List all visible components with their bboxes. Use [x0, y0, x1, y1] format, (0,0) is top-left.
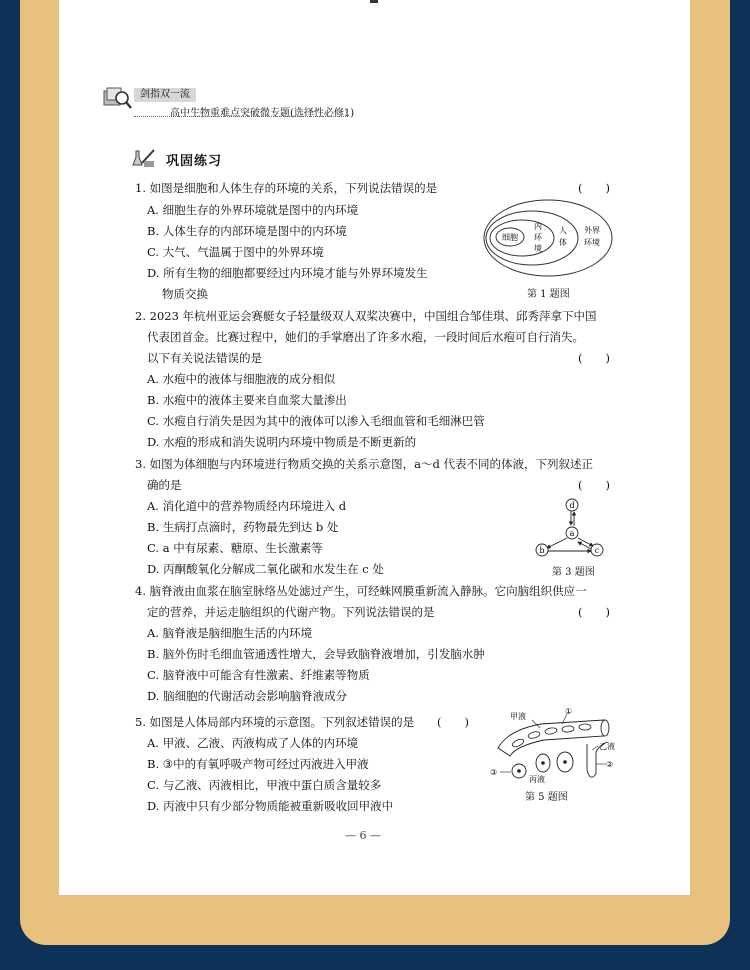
q5-figure-caption: 第 5 题图: [525, 792, 568, 803]
q3-stem-line-1: 3. 如图为体细胞与内环境进行物质交换的关系示意图，a～d 代表不同的体液，下列叙述正: [135, 457, 593, 471]
q3-fig-node-b: b: [539, 546, 545, 555]
q1-fig-inner-3: 境: [534, 244, 542, 253]
q1-fig-inner-1: 内: [534, 222, 542, 231]
q2-stem-line-1: 2. 2023 年杭州亚运会赛艇女子轻量级双人双桨决赛中，中国组合邹佳琪、邱秀萍拿下中国: [135, 309, 597, 323]
q2-answer-paren: ( ): [578, 351, 610, 365]
q1-fig-body-1: 人: [559, 226, 567, 235]
q5-option-b: B. ③中的有氧呼吸产物可经过丙液进入甲液: [147, 757, 369, 771]
q2-option-b: B. 水疱中的液体主要来自血浆大量渗出: [147, 393, 347, 407]
header-tag: 剑指双一流: [134, 88, 196, 102]
q1-stem: 1. 如图是细胞和人体生存的环境的关系，下列说法错误的是: [135, 181, 438, 195]
page-top-mark: [370, 0, 378, 3]
page-number: — 6 —: [345, 829, 381, 842]
q5-fig-yi: 乙液: [599, 742, 615, 751]
q2-stem-line-2: 代表团首金。比赛过程中，她们的手掌磨出了许多水疱，一段时间后水疱可自行消失。: [147, 330, 584, 344]
q3-fig-node-c: c: [594, 546, 600, 555]
q5-fig-bing: 丙液: [529, 775, 545, 784]
q2-option-c: C. 水疱自行消失是因为其中的液体可以渗入毛细血管和毛细淋巴管: [147, 414, 485, 428]
q5-fig-n3: ③: [490, 768, 498, 777]
q1-option-b: B. 人体生存的内部环境是图中的内环境: [147, 224, 347, 238]
q4-answer-paren: ( ): [578, 605, 610, 619]
q4-option-c: C. 脑脊液中可能含有性激素、纤维素等物质: [147, 668, 370, 682]
q3-option-a: A. 消化道中的营养物质经内环境进入 d: [147, 499, 347, 513]
q5-fig-n1: ①: [565, 707, 573, 716]
q3-stem-line-2: 确的是: [147, 478, 182, 492]
q1-figure-caption: 第 1 题图: [527, 289, 570, 300]
q1-fig-outer-1: 外界: [584, 226, 600, 235]
q1-figure: [482, 198, 617, 278]
q3-figure-caption: 第 3 题图: [552, 567, 595, 578]
q2-option-d: D. 水疱的形成和消失说明内环境中物质是不断更新的: [147, 435, 417, 449]
q5-option-c: C. 与乙液、丙液相比，甲液中蛋白质含量较多: [147, 778, 382, 792]
q5-option-d: D. 丙液中只有少部分物质能被重新吸收回甲液中: [147, 799, 394, 813]
q3-option-d: D. 丙酮酸氧化分解成二氧化碳和水发生在 c 处: [147, 562, 384, 576]
q1-option-c: C. 大气、气温属于图中的外界环境: [147, 245, 324, 259]
q3-figure: [530, 496, 610, 562]
q1-fig-outer-2: 环境: [584, 238, 600, 247]
q4-option-d: D. 脑细胞的代谢活动会影响脑脊液成分: [147, 689, 348, 703]
q3-option-b: B. 生病打点滴时，药物最先到达 b 处: [147, 520, 339, 534]
q5-fig-n2: ②: [606, 760, 614, 769]
q3-answer-paren: ( ): [578, 478, 610, 492]
q5-option-a: A. 甲液、乙液、丙液构成了人体的内环境: [147, 736, 359, 750]
q4-option-b: B. 脑外伤时毛细血管通透性增大，会导致脑脊液增加，引发脑水肿: [147, 647, 485, 661]
q2-option-a: A. 水疱中的液体与细胞液的成分相似: [147, 372, 336, 386]
q5-stem: 5. 如图是人体局部内环境的示意图。下列叙述错误的是: [135, 715, 415, 729]
header-divider: [134, 116, 348, 117]
q1-answer-paren: ( ): [578, 181, 610, 195]
q1-fig-inner-2: 环: [534, 233, 542, 242]
q3-fig-node-d: d: [569, 501, 575, 510]
section-title: 巩固练习: [166, 154, 223, 169]
q4-option-a: A. 脑脊液是脑细胞生活的内环境: [147, 626, 313, 640]
q1-option-d: D. 所有生物的细胞都要经过内环境才能与外界环境发生: [147, 266, 428, 280]
q1-option-d-cont: 物质交换: [162, 287, 208, 301]
q3-fig-node-a: a: [569, 529, 575, 538]
q1-fig-cell: 细胞: [502, 233, 518, 242]
q4-stem-line-2: 定的营养，并运走脑组织的代谢产物。下列说法错误的是: [147, 605, 435, 619]
q1-fig-body-2: 体: [559, 238, 567, 247]
q5-fig-jia: 甲液: [510, 712, 526, 721]
header-subtitle: 高中生物重难点突破微专题(选择性必修1): [170, 108, 355, 119]
q2-stem-line-3: 以下有关说法错误的是: [147, 351, 262, 365]
flask-pen-icon: [132, 147, 156, 169]
q3-option-c: C. a 中有尿素、糖原、生长激素等: [147, 541, 323, 555]
q4-stem-line-1: 4. 脑脊液由血浆在脑室脉络丛处滤过产生，可经蛛网膜重新流入静脉。它向脑组织供应一: [135, 584, 587, 598]
q5-figure: [486, 706, 621, 790]
magnifier-logo-icon: [102, 85, 132, 111]
q5-answer-paren: ( ): [437, 715, 469, 729]
q1-option-a: A. 细胞生存的外界环境就是图中的内环境: [147, 203, 359, 217]
